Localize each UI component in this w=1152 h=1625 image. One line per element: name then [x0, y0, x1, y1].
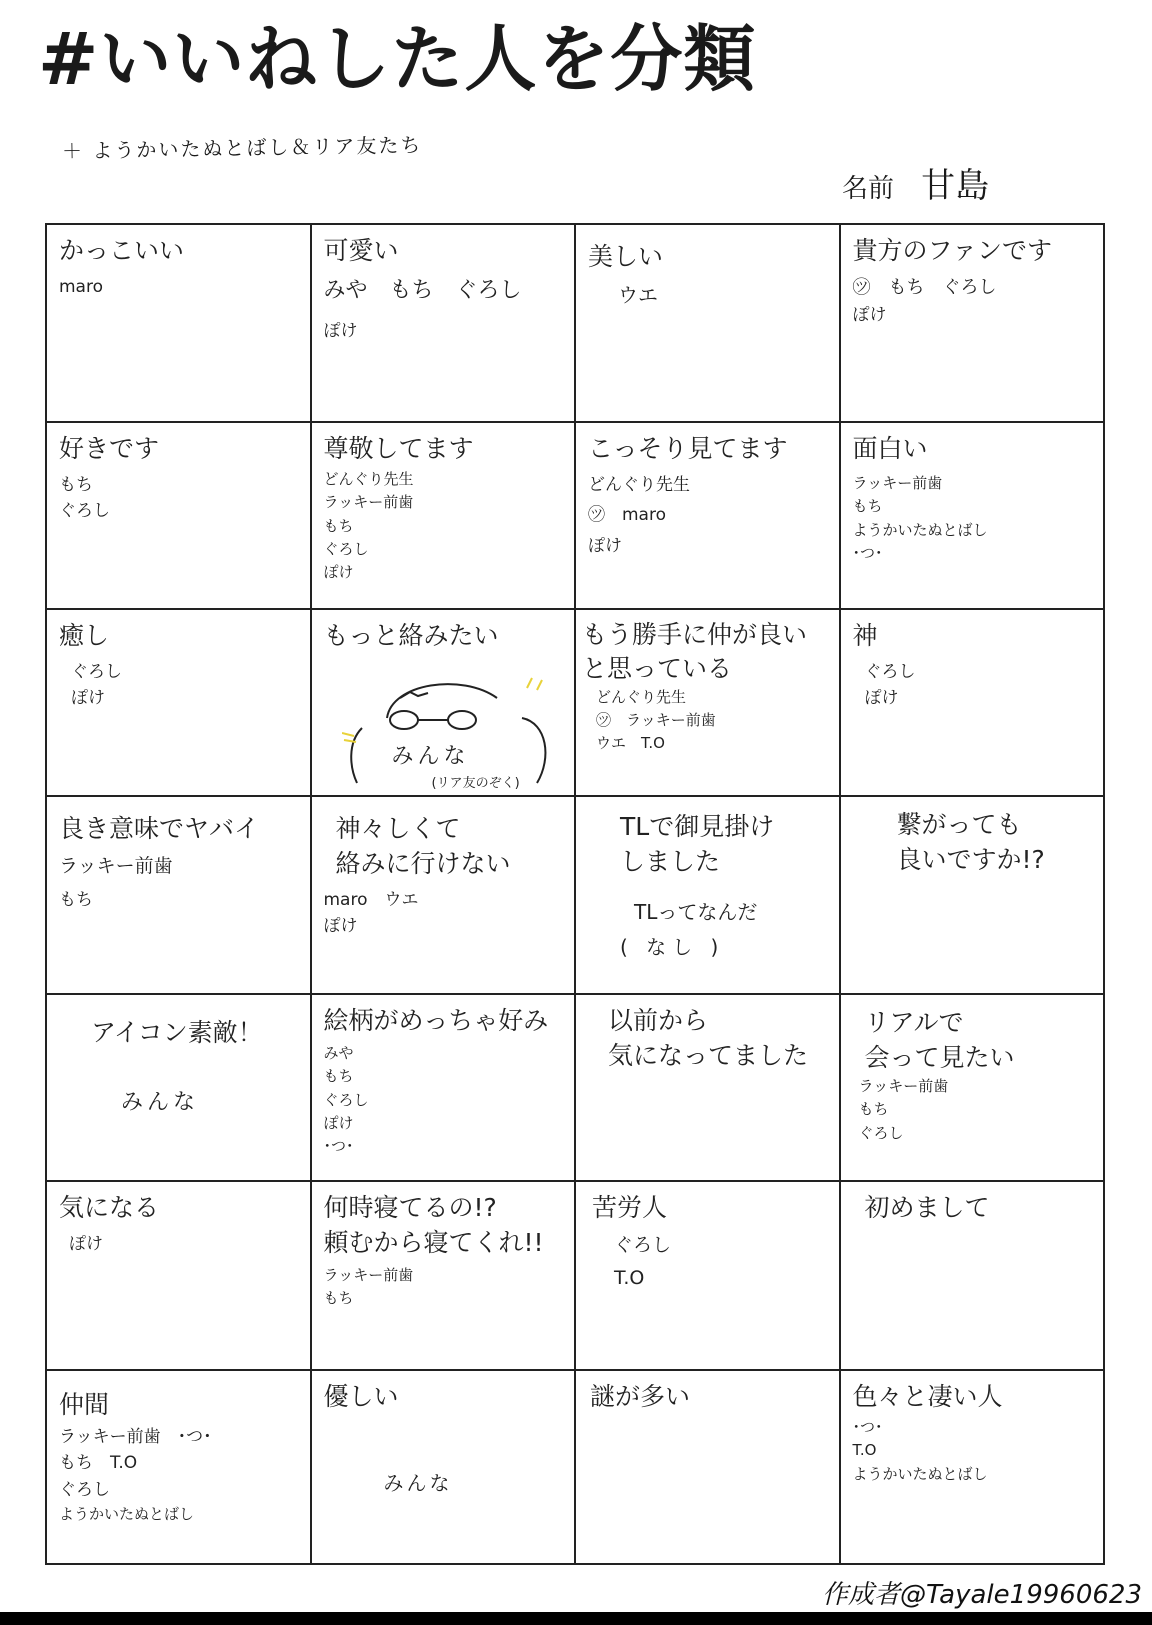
grid-row [46, 1370, 1104, 1564]
cell-name: ようかいたぬとばし [852, 520, 988, 539]
grid-row [46, 422, 1104, 609]
cell-name: ( なし ) [620, 935, 725, 959]
grid-cell [311, 422, 576, 609]
cell-name: ぽけ [323, 321, 358, 342]
cell-names [59, 852, 300, 914]
cell-names [588, 280, 829, 311]
cell-name: maro [59, 277, 103, 297]
creator-credit: 作成者@Tayale19960623 [822, 1580, 1142, 1610]
cell-names [588, 472, 829, 559]
cell-name: ぐろし [59, 1479, 110, 1500]
cell-name: TLってなんだ [634, 900, 758, 924]
classification-grid [45, 223, 1105, 1565]
cell-name: ぐろし [864, 662, 916, 682]
name-area [842, 158, 989, 207]
cell-name: もち [59, 475, 93, 495]
cell-title: 仲間 [59, 1390, 110, 1419]
cell-names [592, 1231, 829, 1294]
cell-names [853, 472, 1094, 565]
cell-title: 絵柄がめっちゃ好み [323, 1006, 549, 1035]
grid-row [46, 796, 1104, 994]
cell-title: 繋がっても 良いですか!? [896, 810, 1045, 874]
cell-name: ぽけ [852, 304, 887, 325]
grid-row [46, 224, 1104, 422]
cell-name: もち [323, 1067, 354, 1086]
bottom-bar [0, 1612, 1152, 1625]
cell-name: ぽけ [323, 1113, 354, 1132]
cell-name: ラッキー前歯 [59, 855, 173, 877]
subtitle-note: ＋ ようかいたぬとばし＆リア友たち [61, 132, 423, 164]
cell-title: 優しい [323, 1382, 399, 1411]
cell-name: ぐろし [323, 1090, 369, 1109]
cell-names [324, 468, 565, 584]
cell-title: 良き意味でヤバイ [59, 814, 260, 843]
cell-names [59, 659, 300, 712]
cell-name: みんな [383, 1471, 453, 1495]
cell-names [324, 274, 565, 344]
grid-cell [46, 1370, 311, 1564]
cell-name: ㋡ もち ぐろし [852, 277, 997, 298]
cell-name: ぽけ [588, 535, 622, 556]
cell-name: ぽけ [71, 688, 105, 709]
cell-name: みんな [121, 1090, 200, 1115]
cell-names [324, 1042, 565, 1158]
grid-cell [46, 1181, 311, 1370]
grid-cell [311, 994, 576, 1181]
cell-name: ぐろし [59, 501, 110, 522]
cell-names [324, 1264, 565, 1311]
cell-names [853, 1416, 1094, 1486]
grid-cell [311, 796, 576, 994]
grid-cell [840, 1181, 1105, 1370]
cell-names [859, 1075, 1094, 1145]
grid-cell [575, 224, 840, 422]
cell-name: ラッキー前歯 [858, 1077, 949, 1095]
cell-name: ･つ･ [852, 1418, 883, 1436]
cell-name: ぽけ [69, 1234, 103, 1254]
cell-name: ようかいたぬとばし [59, 1505, 195, 1524]
grid-cell [46, 609, 311, 796]
cell-name: どんぐり先生 [588, 475, 690, 495]
cell-name: もち T.O [59, 1453, 138, 1474]
cell-name: ウエ T.O [596, 734, 665, 752]
grid-cell [840, 1370, 1105, 1564]
cell-names [59, 274, 300, 300]
cell-name: maro ウエ [323, 890, 419, 910]
cell-name: ぐろし [323, 539, 369, 558]
cell-name: ㋡ maro [588, 505, 666, 526]
cell-title: 以前から 気になってました [608, 1006, 809, 1070]
cell-title: 好きです [59, 434, 160, 463]
grid-row [46, 609, 1104, 796]
cell-title: 美しい [588, 242, 664, 271]
grid-cell [575, 1370, 840, 1564]
cell-title: かっこいい [59, 236, 185, 265]
cell-names [59, 1424, 300, 1526]
cell-title: 可愛い [323, 236, 399, 265]
grid-cell [311, 1181, 576, 1370]
cell-name: ぽけ [323, 916, 358, 937]
cell-name: T.O [852, 1441, 877, 1460]
cell-name: ウエ [618, 283, 658, 307]
cell-names [853, 274, 1094, 328]
grid-cell [575, 994, 840, 1181]
cell-name: T.O [614, 1267, 645, 1290]
cell-names [59, 472, 300, 525]
cell-name: ぐろし [614, 1234, 672, 1256]
cell-title: 何時寝てるの!? 頼むから寝てくれ!! [323, 1193, 544, 1257]
grid-cell [311, 224, 576, 422]
cell-title: リアルで 会って見たい [864, 1008, 1015, 1072]
cell-name: ㋡ ラッキー前歯 [596, 710, 716, 729]
cell-name: ラッキー前歯 [323, 1266, 414, 1284]
grid-cell [840, 422, 1105, 609]
cell-title: 貴方のファンです [852, 236, 1053, 265]
cell-name: (リア友のぞく) [431, 776, 520, 792]
grid-cell [840, 994, 1105, 1181]
grid-cell [575, 1181, 840, 1370]
name-value: 甘島 [921, 166, 990, 206]
grid-cell [575, 796, 840, 994]
cell-name: みや もち ぐろし [323, 278, 522, 303]
grid-cell [840, 609, 1105, 796]
grid-cell [840, 796, 1105, 994]
cell-title: もう勝手に仲が良い と思っている [582, 620, 808, 683]
grid-row [46, 994, 1104, 1181]
cell-title: 神 [852, 621, 878, 650]
cell-title: 色々と凄い人 [852, 1382, 1003, 1411]
grid-cell [575, 609, 840, 796]
cell-title: 初めまして [864, 1193, 990, 1222]
cell-names [324, 887, 565, 940]
cell-name: ぽけ [323, 563, 354, 581]
cell-name: みんな [391, 744, 470, 769]
name-label: 名前 [842, 174, 895, 204]
cell-name: もち [858, 1100, 889, 1119]
cell-name: どんぐり先生 [323, 470, 414, 488]
cell-title: 面白い [852, 434, 928, 463]
cell-title: 尊敬してます [323, 434, 474, 463]
cell-names [324, 1468, 565, 1499]
cell-title: 苦労人 [592, 1193, 668, 1222]
cell-title: 謎が多い [590, 1382, 691, 1411]
cell-name: ラッキー前歯 ･つ･ [59, 1427, 212, 1447]
grid-cell [311, 1370, 576, 1564]
cell-name: もち [852, 497, 883, 516]
cell-names [582, 686, 829, 756]
grid-cell [840, 224, 1105, 422]
cell-name: もち [59, 890, 93, 911]
cell-title: アイコン素敵！ [91, 1018, 263, 1047]
cell-name: ラッキー前歯 [323, 493, 414, 512]
cell-name: ･つ･ [323, 1137, 354, 1155]
cell-title: もっと絡みたい [323, 621, 499, 650]
cell-title: 気になる [59, 1193, 160, 1222]
cell-names [853, 659, 1094, 712]
page-title: #いいねした人を分類 [38, 17, 757, 101]
grid-cell [46, 796, 311, 994]
cell-name: みや [323, 1044, 354, 1062]
grid-cell [311, 609, 576, 796]
cell-title: 癒し [59, 621, 110, 650]
cell-title: こっそり見てます [588, 434, 788, 463]
cell-name: どんぐり先生 [596, 687, 687, 706]
grid-row [46, 1181, 1104, 1370]
cell-name: ぐろし [71, 662, 122, 682]
cell-title: 神々しくて 絡みに行けない [335, 814, 511, 878]
cell-title: TLで御見掛け しました [620, 812, 775, 876]
grid-cell [46, 224, 311, 422]
cell-name: ようかいたぬとばし [852, 1464, 988, 1483]
cell-name: ラッキー前歯 [852, 474, 943, 492]
cell-name: ･つ･ [852, 543, 883, 562]
grid-cell [46, 422, 311, 609]
cell-names [91, 1086, 300, 1120]
grid-cell [46, 994, 311, 1181]
cell-names [392, 740, 520, 794]
grid-cell [575, 422, 840, 609]
cell-names [59, 1231, 300, 1257]
cell-name: もち [323, 516, 354, 535]
cell-name: もち [323, 1289, 354, 1308]
cell-name: ぽけ [864, 688, 899, 709]
cell-names [620, 897, 829, 963]
cell-name: ぐろし [858, 1123, 904, 1142]
